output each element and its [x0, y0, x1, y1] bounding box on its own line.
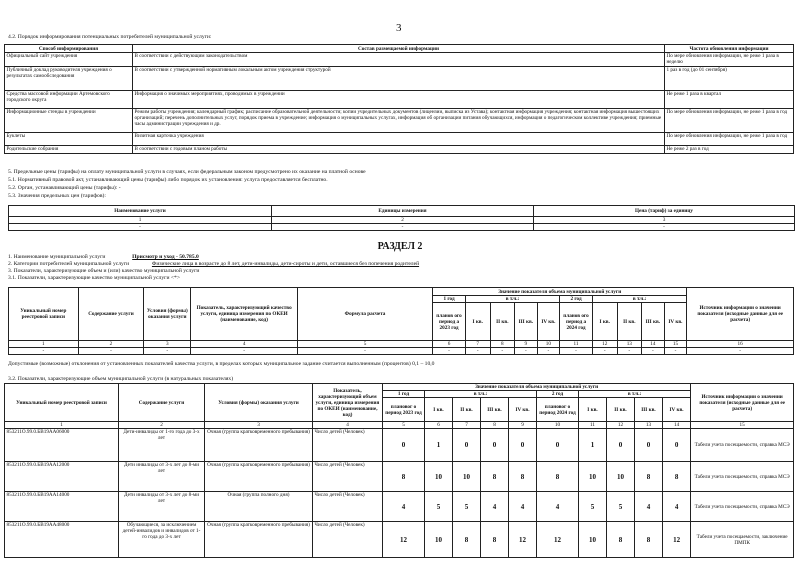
table-cell: - — [537, 348, 560, 355]
q-header-q2: II кв. — [490, 303, 515, 341]
table-cell: 1 — [5, 422, 119, 429]
table-cell: 10 — [537, 422, 579, 429]
table-cell: Дети-инвалиды от 1-го года до 3-х лет — [119, 429, 205, 462]
service-name-line — [8, 254, 199, 261]
q-header-q1: I кв. — [465, 303, 490, 341]
table-cell: 10 — [425, 522, 453, 558]
q-header-q4: IV кв. — [664, 303, 687, 341]
v-header-q3: III кв. — [635, 398, 663, 422]
q-header-q2: II кв. — [617, 303, 642, 341]
volume-table — [4, 383, 794, 558]
table-cell: 9 — [515, 341, 538, 348]
table-cell: 4 — [509, 492, 537, 522]
q-header-source: Источник информации о значении показателя (исходные данные для ее расчета) — [687, 288, 794, 341]
inform-table-header — [5, 45, 794, 53]
table-cell: 5 — [297, 341, 432, 348]
table-cell: 3 — [144, 341, 191, 348]
table-cell: Очная (группа кратковременного пребывания) — [205, 462, 313, 492]
v-header-incl1: в т.ч.: — [425, 391, 537, 398]
consumers-value: Физические лица в возрасте до 8 лет, дети-инвалиды, дети-сироты и дети, оставшиеся без попечения родителей — [151, 261, 420, 267]
table-cell: 7 — [453, 422, 481, 429]
table-cell: - — [9, 224, 272, 231]
table-row — [5, 53, 794, 67]
table-cell: 0 — [383, 429, 425, 462]
table-cell: - — [465, 348, 490, 355]
table-row — [5, 67, 794, 91]
q-header-q3: III кв. — [515, 303, 538, 341]
table-cell: 6 — [433, 341, 466, 348]
table-cell: 5 — [425, 492, 453, 522]
table-cell: 12 — [537, 522, 579, 558]
table-cell: 16 — [687, 341, 794, 348]
v-header-q3: III кв. — [481, 398, 509, 422]
v-header-content: Содержание услуги — [119, 384, 205, 422]
q-dash-row — [9, 348, 794, 355]
table-cell: Режим работы учреждения; календарный график; расписание образовательной деятельности; копии учредительных документов (лицензии, выписка из Устава); контактная информация учреждения; контактная информация вышестоящих организаций; перечень дополнительных услуг, порядок приема в учреждение; информация о муниципальных услугах, информация об организации питания обучающихся, информация о педагогическом коллективе учреждения; приемные часы администрации учреждения и др. — [133, 109, 665, 133]
table-cell: 8 — [453, 522, 481, 558]
table-cell: Табели учета посещаемости, справка МСЭ — [691, 429, 794, 462]
table-row — [5, 522, 794, 558]
page-number: 3 — [396, 22, 402, 34]
table-cell: Число детей (Человек) — [313, 492, 383, 522]
table-cell: В соответствии с утвержденной нормативным локальным актом учреждения структурой — [133, 67, 665, 91]
inform-header-content: Состав размещаемой информации — [133, 45, 665, 53]
table-cell: Число детей (Человек) — [313, 522, 383, 558]
q-header-plan2: планов ого период а 2024 год — [560, 303, 593, 341]
table-cell: Буклеты — [5, 133, 133, 146]
v-header-conditions: Условия (формы) оказания услуги — [205, 384, 313, 422]
q-number-row — [9, 341, 794, 348]
price-header-price: Цена (тариф) за единицу — [534, 206, 795, 217]
q-header-incl1: в т.ч.: — [465, 296, 559, 303]
inform-table — [4, 44, 794, 154]
section-title: РАЗДЕЛ 2 — [377, 241, 423, 252]
table-cell: 2 — [78, 341, 144, 348]
table-cell: 10 — [579, 522, 607, 558]
table-cell: 15 — [691, 422, 794, 429]
service-name-value: Присмотр и уход - 50.785.0 — [132, 254, 199, 260]
table-cell: 1 — [9, 341, 79, 348]
v-number-row — [5, 422, 794, 429]
table-cell: 8 — [481, 522, 509, 558]
table-cell: 4 — [635, 492, 663, 522]
table-cell: По мере обновления информации, не реже 1 раза в неделю — [665, 53, 794, 67]
consumers-label: 2. Категории потребителей муниципальной услуги — [8, 261, 130, 267]
table-cell: 12 — [663, 522, 691, 558]
table-cell: 8 — [663, 462, 691, 492]
quality-indicators-line: 3.1. Показатели, характеризующие качество муниципальной услуги <*> — [8, 275, 180, 281]
v-header-plan1: плановог о период 2023 год — [383, 398, 425, 422]
section-5-line: 5. Предельные цены (тарифы) на оплату муниципальной услуги в случаях, если федеральным законом предусмотрено их оказание на платной основе — [8, 169, 366, 175]
table-cell: Визитная карточка учреждения — [133, 133, 665, 146]
table-cell: 10 — [453, 462, 481, 492]
table-cell: - — [560, 348, 593, 355]
table-cell: 8 — [490, 341, 515, 348]
q-header-content: Содержание услуги — [78, 288, 144, 341]
table-row — [5, 492, 794, 522]
table-cell: 4 — [663, 492, 691, 522]
table-cell: 14 — [663, 422, 691, 429]
table-cell: 10 — [607, 462, 635, 492]
table-cell: 0 — [607, 429, 635, 462]
v-header-q4: IV кв. — [509, 398, 537, 422]
table-cell: 1 — [579, 429, 607, 462]
table-cell: Дети инвалиды от 3-х лет до 8-ми лет — [119, 462, 205, 492]
q-header-unique: Уникальный номер реестровой записи — [9, 288, 79, 341]
table-cell: Число детей (Человек) — [313, 462, 383, 492]
table-cell: 4 — [313, 422, 383, 429]
table-row — [5, 146, 794, 154]
table-cell: 12 — [592, 341, 617, 348]
q-header-year2: 2 год — [560, 296, 593, 303]
table-cell: 853211О.99.0.БВ19АА12000 — [5, 462, 119, 492]
q-header-q1: I кв. — [592, 303, 617, 341]
table-cell: - — [617, 348, 642, 355]
table-cell: Табели учета посещаемости, заключение ПМПК — [691, 522, 794, 558]
table-cell: 0 — [537, 429, 579, 462]
table-cell: 11 — [560, 341, 593, 348]
table-cell: Очная (группа полного дня) — [205, 492, 313, 522]
table-cell: 6 — [425, 422, 453, 429]
table-cell: 8 — [509, 462, 537, 492]
q-header-indicator: Показатель, характеризующий качество услуги, единица измерения по ОКЕИ (наименование, код) — [191, 288, 298, 341]
table-cell: 11 — [579, 422, 607, 429]
table-cell: 4 — [481, 492, 509, 522]
table-cell: - — [664, 348, 687, 355]
table-row — [5, 133, 794, 146]
table-cell: По мере обновления информации, не реже 1 раза в год — [665, 133, 794, 146]
price-header-unit: Единицы измерения — [272, 206, 534, 217]
table-cell: 7 — [465, 341, 490, 348]
table-cell: 8 — [383, 462, 425, 492]
table-cell: 14 — [642, 341, 665, 348]
service-name-label: 1. Наименование муниципальной услуги — [8, 254, 106, 260]
v-header-values: Значение показателя объема муниципальной услуги — [383, 384, 691, 391]
q-header-plan1: планов ого период а 2023 год — [433, 303, 466, 341]
table-cell: Информационные стенды в учреждении — [5, 109, 133, 133]
table-cell: 10 — [537, 341, 560, 348]
q-header-formula: Формула расчета — [297, 288, 432, 341]
table-cell: Очная (группа кратковременного пребывания) — [205, 522, 313, 558]
table-row — [5, 429, 794, 462]
price-header-service: Наименование услуги — [9, 206, 272, 217]
table-cell: - — [515, 348, 538, 355]
table-cell: 13 — [617, 341, 642, 348]
table-cell: - — [78, 348, 144, 355]
table-cell: 0 — [453, 429, 481, 462]
inform-header-frequency: Частота обновления информации — [665, 45, 794, 53]
table-cell: 5 — [453, 492, 481, 522]
section-5-1-line: 5.1. Нормативный правовой акт, устанавливающий цены (тарифы) либо порядок их установления: услуга предоставляется бесплатно. — [8, 177, 328, 183]
table-cell: По мере обновления информации, не реже 1 раза в год — [665, 109, 794, 133]
table-cell: - — [592, 348, 617, 355]
table-cell: 8 — [635, 522, 663, 558]
table-cell: Дети инвалиды от 3-х лет до 8-ми лет — [119, 492, 205, 522]
table-cell: 8 — [537, 462, 579, 492]
q-header-q4: IV кв. — [537, 303, 560, 341]
table-cell: 0 — [509, 429, 537, 462]
table-cell: 8 — [607, 522, 635, 558]
table-cell: - — [297, 348, 432, 355]
q-header-values: Значение показателя объема муниципальной услуги — [433, 288, 687, 296]
table-cell: 12 — [383, 522, 425, 558]
v-header-unique: Уникальный номер реестровой записи — [5, 384, 119, 422]
v-header-indicator: Показатель, характеризующий объем услуги, единица измерения по ОКЕИ (наименование, код) — [313, 384, 383, 422]
table-cell: - — [191, 348, 298, 355]
v-header-source: Источник информации о значении показателя (исходные данные для ее расчета) — [691, 384, 794, 422]
section-3-2-heading: 3.2. Показатели, характеризующие объем муниципальной услуги (в натуральных показателях) — [8, 376, 234, 382]
table-cell: В соответствии с годовым планом работы — [133, 146, 665, 154]
table-cell: 2 — [119, 422, 205, 429]
table-cell: 10 — [579, 462, 607, 492]
table-cell: 853211О.99.0.БВ19АА06000 — [5, 429, 119, 462]
table-cell: 0 — [663, 429, 691, 462]
v-header-q4: IV кв. — [663, 398, 691, 422]
table-cell: 15 — [664, 341, 687, 348]
table-cell: 8 — [635, 462, 663, 492]
table-cell: Публичный доклад руководителя учреждения о результатах самообследования — [5, 67, 133, 91]
q-header-year1: 1 год — [433, 296, 466, 303]
table-cell: 853211О.99.0.БВ19АА14000 — [5, 492, 119, 522]
table-cell: 3 — [205, 422, 313, 429]
section-4-2-heading: 4.2. Порядок информирования потенциальных потребителей муниципальной услуги: — [8, 34, 212, 40]
table-cell: Табели учета посещаемости, справка МСЭ — [691, 492, 794, 522]
price-table — [8, 205, 795, 231]
q-header-incl2: в т.ч.: — [592, 296, 686, 303]
table-cell: 4 — [191, 341, 298, 348]
table-cell: - — [687, 348, 794, 355]
table-cell: - — [433, 348, 466, 355]
q-header-q3: III кв. — [642, 303, 665, 341]
table-cell: Очная (группа кратковременного пребывания) — [205, 429, 313, 462]
v-header-q2: II кв. — [607, 398, 635, 422]
table-cell: 12 — [607, 422, 635, 429]
table-cell: Обучающиеся, за исключением детей-инвалидов и инвалидов от 1-го года до 3-х лет — [119, 522, 205, 558]
table-cell: 5 — [383, 422, 425, 429]
table-cell: Средства массовой информации Артемовского городского округа — [5, 91, 133, 109]
table-cell: 10 — [425, 462, 453, 492]
table-cell: - — [144, 348, 191, 355]
table-cell: 13 — [635, 422, 663, 429]
v-header-year1: 1 год — [383, 391, 425, 398]
indicators-line: 3. Показатели, характеризующие объем и (или) качество муниципальной услуги — [8, 268, 200, 274]
table-cell: Число детей (Человек) — [313, 429, 383, 462]
table-cell: - — [9, 348, 79, 355]
v-header-q2: II кв. — [453, 398, 481, 422]
section-5-3-line: 5.3. Значения предельных цен (тарифов): — [8, 193, 106, 199]
section-5-2-line: 5.2. Орган, устанавливающий цены (тарифы): - — [8, 185, 121, 191]
table-cell: 0 — [481, 429, 509, 462]
v-header-plan2: плановог о период 2024 год — [537, 398, 579, 422]
v-header-q1: I кв. — [579, 398, 607, 422]
table-cell: 1 — [425, 429, 453, 462]
table-cell: 1 — [9, 217, 272, 224]
table-cell: 12 — [509, 522, 537, 558]
table-cell: В соответствии с действующим законодательством — [133, 53, 665, 67]
table-cell: - — [642, 348, 665, 355]
table-cell: 8 — [481, 462, 509, 492]
table-cell: 8 — [481, 422, 509, 429]
table-cell: 853211О.99.0.БВ19АА48000 — [5, 522, 119, 558]
inform-header-method: Способ информирования — [5, 45, 133, 53]
table-cell: 9 — [509, 422, 537, 429]
table-cell: Табели учета посещаемости, справка МСЭ — [691, 462, 794, 492]
table-cell: - — [272, 224, 534, 231]
table-cell: 5 — [579, 492, 607, 522]
table-cell: 0 — [635, 429, 663, 462]
table-row — [5, 91, 794, 109]
table-cell: Не реже 2 раз в год — [665, 146, 794, 154]
deviation-line: Допустимые (возможные) отклонения от установленных показателей качества услуги, в пределах которых муниципальное задание считается выполненным (процентов) 0,1 – 10,0 — [8, 361, 435, 367]
quality-table — [8, 287, 794, 355]
table-cell: 1 раз в год (до 01 сентября) — [665, 67, 794, 91]
table-cell: - — [534, 224, 795, 231]
table-cell: 2 — [272, 217, 534, 224]
v-header-incl2: в т.ч.: — [579, 391, 691, 398]
table-cell: 5 — [607, 492, 635, 522]
table-cell: Информация о значимых мероприятиях, проводимых в учреждении — [133, 91, 665, 109]
table-cell: 3 — [534, 217, 795, 224]
v-header-q1: I кв. — [425, 398, 453, 422]
table-cell: Официальный сайт учреждения — [5, 53, 133, 67]
table-cell: 4 — [383, 492, 425, 522]
v-header-year2: 2 год — [537, 391, 579, 398]
q-header-conditions: Условия (формы) оказания услуги — [144, 288, 191, 341]
table-row — [5, 462, 794, 492]
table-cell: - — [490, 348, 515, 355]
table-cell: Родительские собрания — [5, 146, 133, 154]
table-cell: 4 — [537, 492, 579, 522]
table-cell: Не реже 1 раза в квартал — [665, 91, 794, 109]
consumers-line — [8, 261, 419, 268]
table-row — [5, 109, 794, 133]
